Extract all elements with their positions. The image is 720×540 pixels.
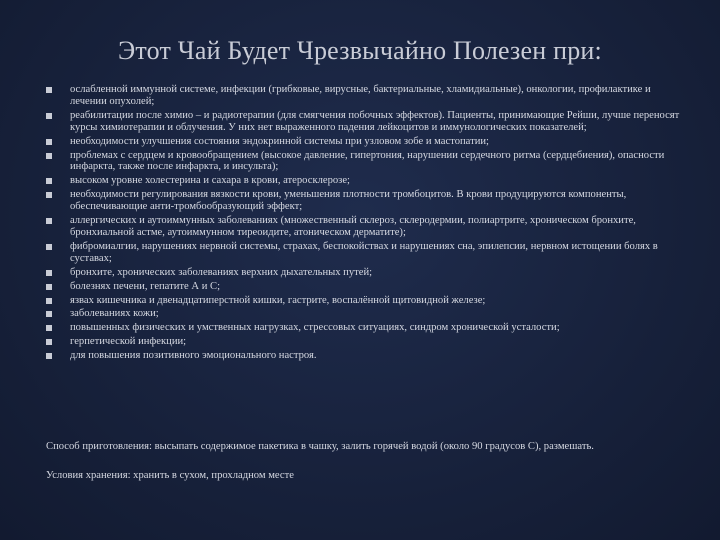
list-item-text: проблемах с сердцем и кровообращением (высокое давление, гипертония, нарушении сердечного ритма (сердцебиения), опасности инфаркта, также после инфаркта, и инсульта); xyxy=(70,149,665,173)
list-item xyxy=(46,336,686,348)
storage-text: хранить в сухом, прохладном месте xyxy=(130,470,294,481)
list-item-text: для повышения позитивного эмоционального настроя. xyxy=(70,350,317,362)
list-item-text: болезнях печени, гепатите А и С; xyxy=(70,280,221,292)
square-bullet-icon xyxy=(46,87,52,93)
list-item-text: герпетической инфекции; xyxy=(70,336,187,348)
preparation-note xyxy=(46,441,686,453)
list-item-text: аллергических и аутоиммунных заболеваниях (множественный склероз, склеродермии, полиартрите, хроническом бронхите, бронхиальной астме, аутоиммунном тиреоидите, атоническом дерматите); xyxy=(70,215,636,238)
preparation-text: высыпать содержимое пакетика в чашку, залить горячей водой (около 90 градусов С), размешать. xyxy=(152,441,594,452)
list-item-text: необходимости регулирования вязкости крови, уменьшения плотности тромбоцитов. В крови продуцируются компоненты, обеспечивающие анти-тромбообразующий эффект; xyxy=(70,189,627,213)
list-item-text: бронхите, хронических заболеваниях верхних дыхательных путей; xyxy=(70,266,373,278)
list-item-text: ослабленной иммунной системе, инфекции (грибковые, вирусные, бактериальные, хламидиальные), онкологии, профилактике и лечении опухолей; xyxy=(70,84,651,107)
list-item-text: повышенных физических и умственных нагрузках, стрессовых ситуациях, синдром хронической усталости; xyxy=(70,322,560,334)
square-bullet-icon xyxy=(46,284,52,290)
list-item xyxy=(46,350,686,362)
square-bullet-icon xyxy=(46,353,52,359)
list-item-text: высоком уровне холестерина и сахара в крови, атеросклерозе; xyxy=(70,175,351,187)
list-item xyxy=(46,189,686,213)
square-bullet-icon xyxy=(46,113,52,119)
list-item xyxy=(46,175,686,187)
list-item xyxy=(46,241,686,265)
list-item xyxy=(46,295,686,307)
square-bullet-icon xyxy=(46,270,52,276)
list-item-text: язвах кишечника и двенадцатиперстной кишки, гастрите, воспалённой щитовидной железе; xyxy=(70,294,486,306)
list-item-text: необходимости улучшения состояния эндокринной системы при узловом зобе и мастопатии; xyxy=(70,135,489,147)
square-bullet-icon xyxy=(46,218,52,224)
list-item xyxy=(46,281,686,293)
square-bullet-icon xyxy=(46,178,52,184)
list-item xyxy=(46,215,686,239)
list-item xyxy=(46,110,686,134)
list-item-text: фибромиалгии, нарушениях нервной системы, страхах, беспокойствах и нарушениях сна, эпилепсии, нервном истощении болях в суставах; xyxy=(70,240,658,264)
square-bullet-icon xyxy=(46,325,52,331)
square-bullet-icon xyxy=(46,311,52,317)
list-item xyxy=(46,308,686,320)
list-item xyxy=(46,267,686,279)
list-item-text: заболеваниях кожи; xyxy=(70,308,159,320)
indications-list xyxy=(46,84,686,362)
storage-label: Условия хранения: xyxy=(46,470,131,481)
square-bullet-icon xyxy=(46,244,52,250)
square-bullet-icon xyxy=(46,192,52,198)
list-item xyxy=(46,136,686,148)
list-item-text: реабилитации после химио – и радиотерапии (для смягчения побочных эффектов). Пациенты, принимающие Рейши, лучше переносят курсы химиотерапии и облучения. У них нет выраженного падения лейкоцитов и иммунологических показателей; xyxy=(70,109,680,133)
square-bullet-icon xyxy=(46,139,52,145)
square-bullet-icon xyxy=(46,298,52,304)
preparation-label: Способ приготовления: xyxy=(46,441,152,452)
square-bullet-icon xyxy=(46,153,52,159)
list-item xyxy=(46,322,686,334)
list-item xyxy=(46,84,686,108)
list-item xyxy=(46,150,686,174)
slide-title: Этот Чай Будет Чрезвычайно Полезен при: xyxy=(118,36,602,65)
storage-note xyxy=(46,470,686,482)
square-bullet-icon xyxy=(46,339,52,345)
